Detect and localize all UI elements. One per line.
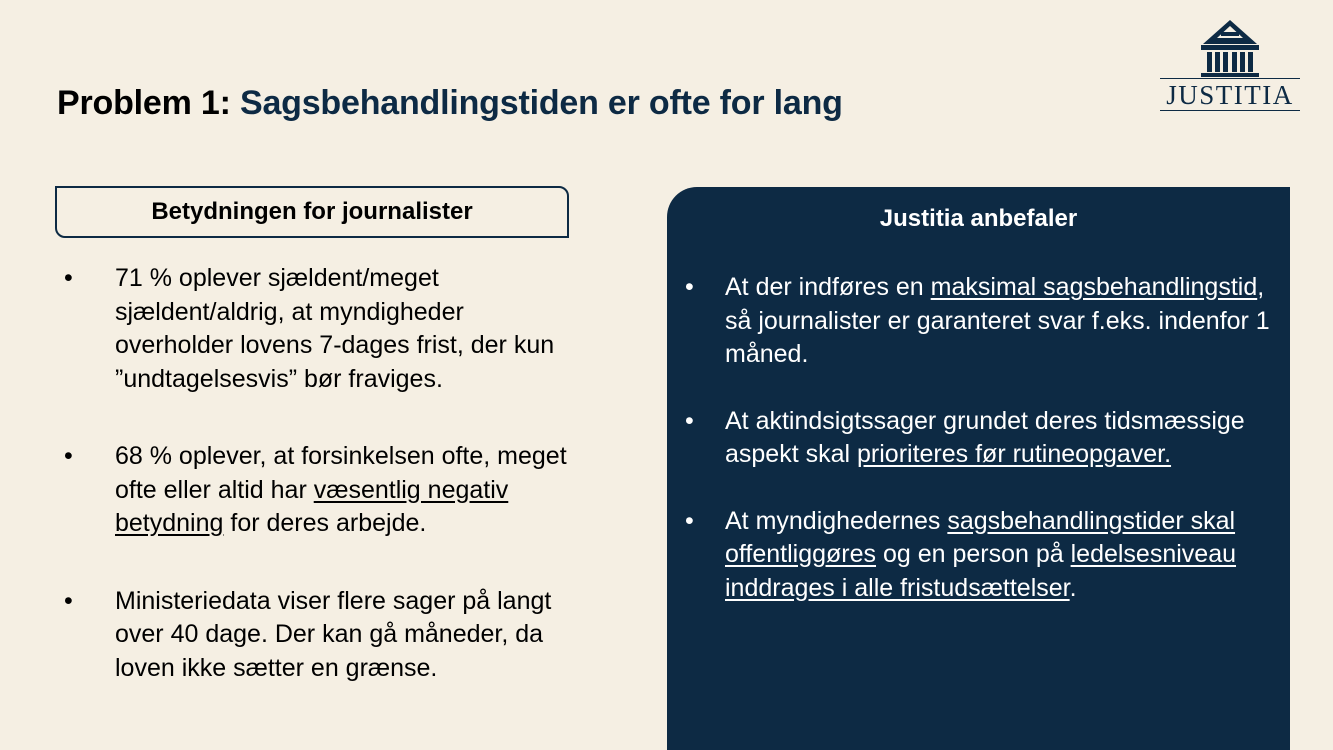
logo-rule-top [1160, 78, 1300, 79]
right-bullet-1 [685, 271, 1275, 372]
right-heading: Justitia anbefaler [879, 205, 1078, 232]
logo-wordmark: JUSTITIA [1166, 80, 1294, 110]
left-bullet-2 [57, 440, 577, 541]
right-bullet-1-text: At der indføres en [725, 273, 931, 301]
recommendations-panel [667, 187, 1290, 750]
left-bullet-3 [57, 585, 577, 686]
right-bullet-2 [685, 405, 1275, 472]
right-bullet-3-emphasis: sagsbehandlingstider skal offentliggøres [725, 506, 1236, 568]
logo-rule-bottom [1160, 110, 1300, 111]
left-heading-text: Betydningen for journalister [151, 198, 473, 225]
right-bullet-3-emphasis-2: ledelsesniveau inddrages i alle fristudsættelser [725, 540, 1237, 602]
left-bullet-2-text: 68 % oplever, at forsinkelsen ofte, meget ofte eller altid har [115, 442, 567, 504]
left-bullet-2-text-end: for deres arbejde. [223, 509, 427, 537]
right-bullet-1-emphasis: maksimal sagsbehandlingstid [930, 273, 1258, 301]
right-bullet-list [685, 271, 1275, 638]
page-title [57, 84, 843, 123]
right-bullet-3-text-end: . [1069, 573, 1077, 602]
left-bullet-2-emphasis: væsentlig negativ betydning [115, 475, 509, 537]
justitia-logo [1155, 18, 1305, 114]
right-bullet-3 [685, 505, 1275, 606]
right-bullet-2-text: At aktindsigtssager grundet deres tidsmæssige aspekt skal [725, 406, 1245, 468]
title-prefix: Problem 1: [57, 84, 240, 122]
left-bullet-1-text: 71 % oplever sjældent/meget sjældent/aldrig, at myndigheder overholder lovens 7-dages frist, der kun ”undtagelsesvis” bør fraviges. [115, 264, 555, 393]
left-bullet-list [57, 262, 577, 729]
right-bullet-2-emphasis: prioriteres før rutineopgaver. [857, 440, 1172, 468]
right-bullet-1-text-end: , så journalister er garanteret svar f.eks. indenfor 1 måned. [725, 273, 1270, 368]
left-section-heading [55, 186, 569, 238]
title-accent: Sagsbehandlingstiden er ofte for lang [239, 84, 843, 122]
pillar-building-icon [1155, 18, 1305, 80]
right-bullet-3-text-mid: og en person på [876, 540, 1071, 568]
left-bullet-1 [57, 262, 577, 396]
right-bullet-3-text: At myndighedernes [725, 506, 948, 535]
left-bullet-3-text: Ministeriedata viser flere sager på langt over 40 dage. Der kan gå måneder, da loven ikke sætter en grænse. [115, 586, 552, 682]
